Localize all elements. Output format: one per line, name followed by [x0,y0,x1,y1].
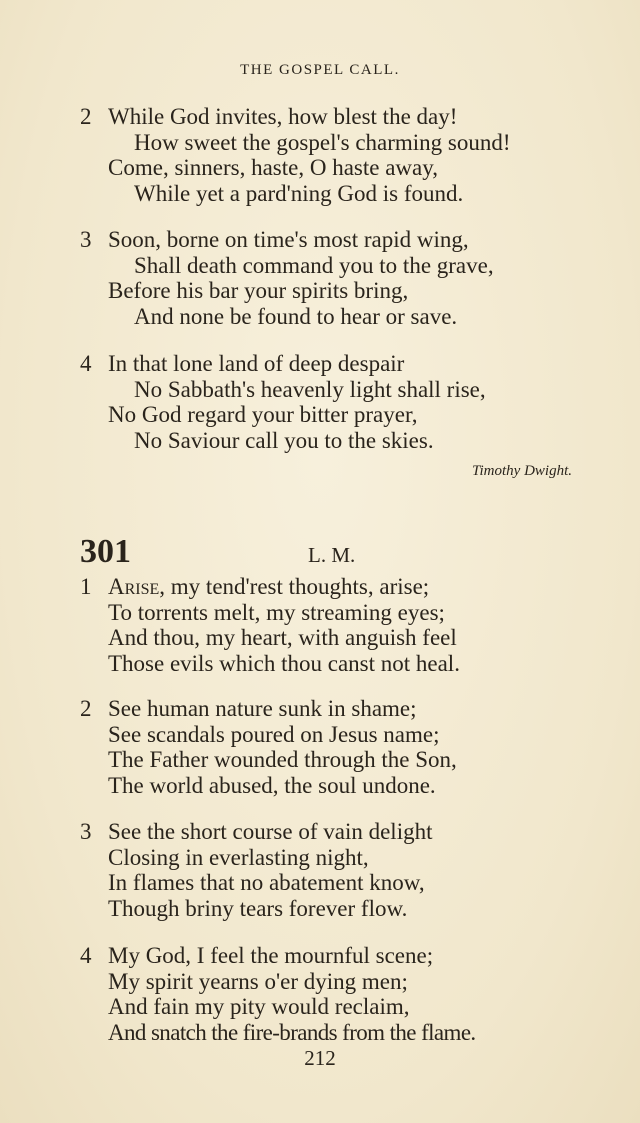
stanza-number: 3 [80,227,92,252]
hymn-meter: L. M. [308,543,356,567]
stanza-number: 2 [80,696,92,721]
stanza-number: 2 [80,104,92,129]
verse-line: Come, sinners, haste, O haste away, [108,155,439,180]
verse-line: 3 Soon, borne on time's most rapid wing, [80,227,469,252]
verse-line: How sweet the gospel's charming sound! [134,129,511,155]
running-head: THE GOSPEL CALL. [240,62,400,78]
verse-line: To torrents melt, my streaming eyes; [108,599,445,625]
verse-line: The Father wounded through the Son, [108,747,457,772]
verse-line: Though briny tears forever flow. [108,895,408,921]
stanza-number: 4 [80,351,92,376]
stanza-number: 3 [80,819,92,844]
verse-line: 4 In that lone land of deep despair [80,351,405,376]
verse-line: No God regard your bitter prayer, [108,402,418,427]
verse-line: 2 While God invites, how blest the day! [80,104,458,129]
stanza-301-2 [80,696,620,798]
stanza-number: 4 [80,943,92,968]
verse-line: In flames that no abatement know, [108,870,425,895]
author-attribution: Timothy Dwight. [471,463,572,479]
verse-line: 1 Arise, my tend'rest thoughts, arise; [80,574,430,599]
stanza-301-1 [80,574,620,676]
verse-line: Before his bar your spirits bring, [108,278,409,303]
stanza-number: 1 [80,574,92,599]
verse-line: Shall death command you to the grave, [134,252,494,278]
verse-line: And thou, my heart, with anguish feel [108,625,457,650]
verse-line: Those evils which thou canst not heal. [108,650,460,676]
verse-line: See scandals poured on Jesus name; [108,721,440,747]
verse-line: Closing in everlasting night, [108,844,369,870]
hymn-number: 301 [80,533,131,570]
verse-line: And fain my pity would reclaim, [108,994,410,1019]
verse-line: 4 My God, I feel the mournful scene; [80,943,434,968]
verse-line: My spirit yearns o'er dying men; [108,968,408,994]
verse-line: While yet a pard'ning God is found. [134,180,464,206]
stanza-300-3 [80,227,620,329]
verse-line: 2 See human nature sunk in shame; [80,696,417,721]
verse-line: 3 See the short course of vain delight [80,819,433,844]
stanza-301-3 [80,819,620,921]
verse-line: The world abused, the soul undone. [108,772,436,798]
stanza-300-4 [80,351,620,453]
page-number: 212 [304,1046,336,1070]
verse-line: No Saviour call you to the skies. [134,427,434,453]
verse-line: And none be found to hear or save. [134,303,458,329]
first-word: Arise, [108,574,166,599]
verse-line: And snatch the fire-brands from the flame. [108,1019,476,1045]
stanza-300-2 [80,104,620,206]
verse-line: No Sabbath's heavenly light shall rise, [134,376,486,402]
stanza-301-4 [80,943,620,1045]
